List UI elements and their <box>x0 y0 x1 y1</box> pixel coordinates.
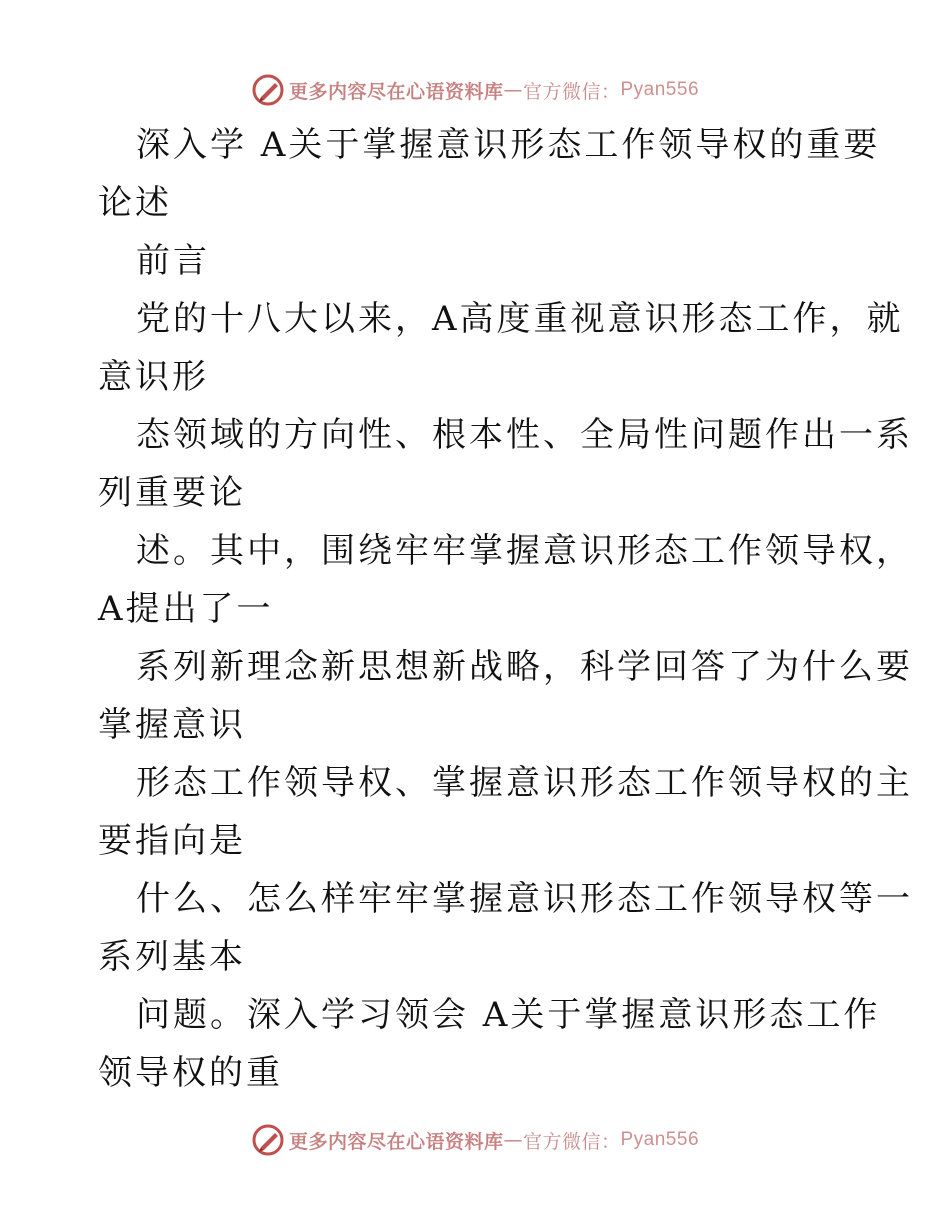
paragraph-line: 领导权的重 <box>98 1053 283 1093</box>
watermark-id: Pyan556 <box>620 1129 700 1150</box>
watermark-main-text: 更多内容尽在心语资料库 <box>288 80 504 103</box>
paragraph-line: 要指向是 <box>98 821 246 861</box>
pen-logo-icon <box>251 1123 285 1157</box>
paragraph-line: 述。其中，围绕牢牢掌握意识形态工作领导权， <box>136 531 913 571</box>
watermark-main-text: 更多内容尽在心语资料库 <box>288 1130 504 1153</box>
paragraph-line: A提出了一 <box>98 589 274 629</box>
paragraph-line: 意识形 <box>98 357 209 397</box>
paragraph-line: 态领域的方向性、根本性、全局性问题作出一系 <box>136 415 913 455</box>
pen-logo-icon <box>251 73 285 107</box>
paragraph-line: 系列新理念新思想新战略，科学回答了为什么要 <box>136 647 913 687</box>
paragraph-line: 形态工作领导权、掌握意识形态工作领导权的主 <box>136 763 913 803</box>
paragraph-line: 什么、怎么样牢牢掌握意识形态工作领导权等一 <box>136 879 913 919</box>
paragraph-line: 问题。深入学习领会 A关于掌握意识形态工作 <box>136 995 881 1035</box>
watermark-sub-text: 官方微信： <box>522 80 621 103</box>
document-title-line-1: 深入学 A关于掌握意识形态工作领导权的重要 <box>136 125 881 165</box>
document-title-line-2: 论述 <box>98 183 172 223</box>
watermark-dash: — <box>503 79 523 101</box>
header-watermark <box>0 70 950 110</box>
paragraph-line: 掌握意识 <box>98 705 246 745</box>
watermark-id: Pyan556 <box>620 79 700 100</box>
footer-watermark <box>0 1120 950 1160</box>
document-body <box>98 116 913 1102</box>
paragraph-line: 系列基本 <box>98 937 246 977</box>
paragraph-line: 党的十八大以来，A高度重视意识形态工作，就 <box>136 299 904 339</box>
section-heading-preface: 前言 <box>136 241 210 281</box>
watermark-sub-text: 官方微信： <box>522 1130 621 1153</box>
watermark-dash: — <box>503 1129 523 1151</box>
paragraph-line: 列重要论 <box>98 473 246 513</box>
